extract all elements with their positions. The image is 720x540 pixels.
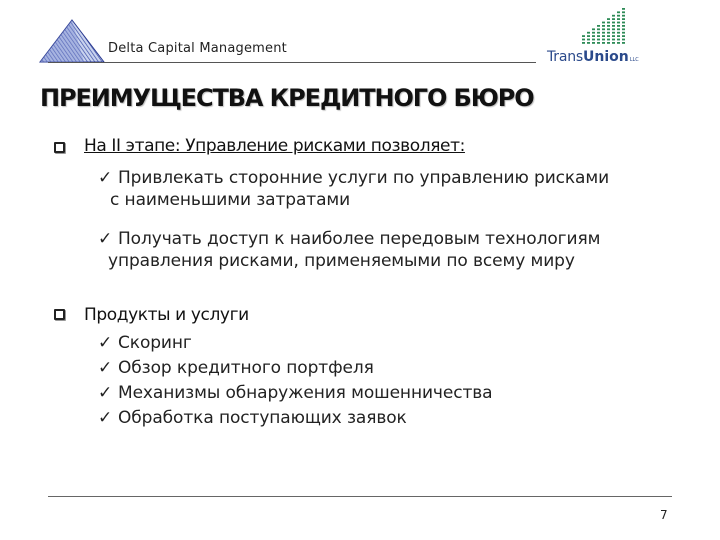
list-item-text: управления рисками, применяемыми по всему миру <box>108 251 575 271</box>
logo-dash <box>617 18 620 20</box>
logo-dash <box>587 32 590 34</box>
logo-dash <box>617 42 620 44</box>
logo-dash <box>612 25 615 27</box>
logo-dash <box>602 25 605 27</box>
list-item-text: Обработка поступающих заявок <box>118 408 407 428</box>
slide-title: ПРЕИМУЩЕСТВА КРЕДИТНОГО БЮРО <box>40 84 534 112</box>
logo-dash <box>622 39 625 41</box>
logo-dash <box>587 35 590 37</box>
logo-dash <box>617 35 620 37</box>
logo-dash <box>582 35 585 37</box>
bullet-square-icon <box>54 309 65 320</box>
logo-dash <box>607 28 610 30</box>
delta-logo-icon <box>38 18 106 66</box>
logo-dash <box>592 42 595 44</box>
checkmark-icon: ✓ <box>98 229 113 249</box>
list-item <box>98 357 374 379</box>
logo-dash <box>597 28 600 30</box>
list-item <box>98 332 192 354</box>
list-item-text: Скоринг <box>118 333 192 353</box>
section2-heading: Продукты и услуги <box>84 305 249 325</box>
logo-dash <box>607 18 610 20</box>
logo-dash <box>612 32 615 34</box>
logo-dash <box>612 15 615 17</box>
list-item-text: Привлекать сторонние услуги по управлению рисками <box>118 168 610 188</box>
company-name: Delta Capital Management <box>108 41 287 56</box>
logo-dash <box>607 42 610 44</box>
logo-trans-text: Trans <box>547 49 583 65</box>
transunion-logo <box>547 46 667 68</box>
logo-dash <box>602 22 605 24</box>
logo-dash <box>592 28 595 30</box>
logo-dash <box>617 32 620 34</box>
checkmark-icon: ✓ <box>98 333 113 353</box>
logo-dash <box>612 18 615 20</box>
logo-dash <box>617 15 620 17</box>
logo-dash <box>612 42 615 44</box>
logo-dash <box>602 39 605 41</box>
logo-dash <box>592 39 595 41</box>
logo-dash <box>597 32 600 34</box>
logo-dash <box>582 39 585 41</box>
logo-dash <box>607 25 610 27</box>
logo-dash <box>612 39 615 41</box>
logo-dash <box>622 8 625 10</box>
logo-dash <box>617 11 620 13</box>
list-item-text: Обзор кредитного портфеля <box>118 358 374 378</box>
logo-dash <box>617 22 620 24</box>
logo-dash <box>602 32 605 34</box>
logo-dash <box>612 28 615 30</box>
logo-dash <box>622 32 625 34</box>
header-divider <box>48 62 536 63</box>
logo-dash <box>597 35 600 37</box>
logo-dash <box>582 42 585 44</box>
footer-divider <box>48 496 672 497</box>
logo-dash <box>607 22 610 24</box>
list-item <box>98 407 407 429</box>
logo-dash <box>622 15 625 17</box>
logo-dash <box>592 32 595 34</box>
list-item <box>98 167 609 211</box>
page-number: 7 <box>660 508 668 522</box>
logo-dash <box>612 22 615 24</box>
bullet-square-icon <box>54 142 65 153</box>
logo-dash <box>607 35 610 37</box>
logo-dash <box>592 35 595 37</box>
logo-dash <box>612 35 615 37</box>
logo-tm-text: LLC <box>629 57 639 63</box>
section1-heading: На II этапе: Управление рисками позволяет: <box>84 136 465 156</box>
list-item-text: с наименьшими затратами <box>110 190 351 210</box>
list-item-text: Механизмы обнаружения мошенничества <box>118 383 493 403</box>
list-item-text: Получать доступ к наиболее передовым технологиям <box>118 229 601 249</box>
logo-dash <box>602 42 605 44</box>
logo-dash <box>602 28 605 30</box>
logo-dash <box>587 42 590 44</box>
logo-dash <box>622 22 625 24</box>
logo-dash <box>597 39 600 41</box>
logo-dash <box>597 42 600 44</box>
checkmark-icon: ✓ <box>98 408 113 428</box>
checkmark-icon: ✓ <box>98 358 113 378</box>
logo-dash <box>617 25 620 27</box>
list-item <box>98 382 493 404</box>
checkmark-icon: ✓ <box>98 168 113 188</box>
checkmark-icon: ✓ <box>98 383 113 403</box>
logo-dash <box>602 35 605 37</box>
logo-dash <box>622 25 625 27</box>
logo-dash <box>607 39 610 41</box>
list-item <box>98 228 600 272</box>
logo-dash <box>607 32 610 34</box>
logo-dash <box>617 28 620 30</box>
logo-union-text: Union <box>583 49 629 65</box>
logo-dash <box>597 25 600 27</box>
logo-dash <box>622 28 625 30</box>
logo-dash <box>622 18 625 20</box>
logo-dash <box>622 42 625 44</box>
logo-dash <box>587 39 590 41</box>
logo-dash <box>617 39 620 41</box>
logo-dash <box>622 35 625 37</box>
transunion-graphic-icon <box>578 2 628 46</box>
logo-dash <box>622 11 625 13</box>
